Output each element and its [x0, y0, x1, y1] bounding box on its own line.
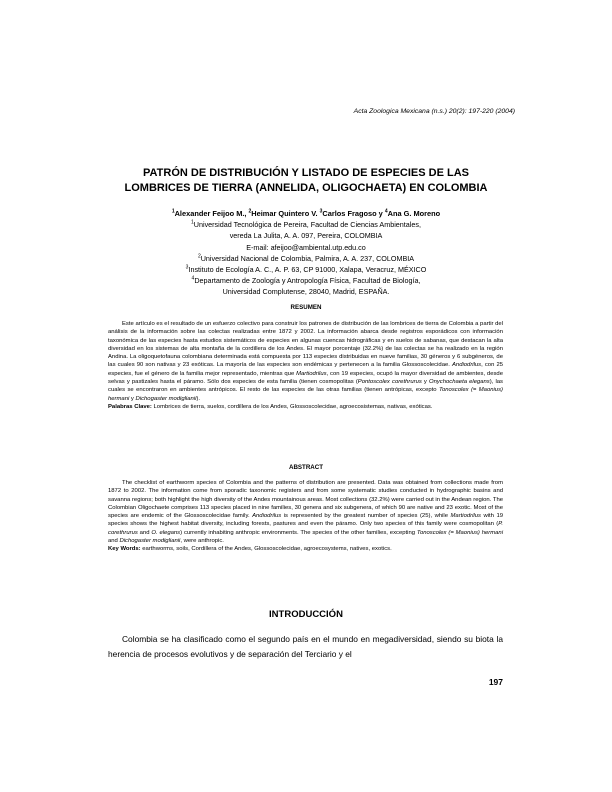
abstract-keywords-label: Key Words:: [108, 546, 141, 553]
abstract-keywords-text: earthworms, soils, Cordillera of the Andes, Glossoscolecidae, agroecosystems, natives, exotics.: [140, 546, 392, 553]
resumen-text-g: ).: [196, 395, 201, 402]
affiliation-2-text: Universidad Nacional de Colombia, Palmira, A. A. 237, COLOMBIA: [200, 253, 415, 263]
resumen-taxon-2: Martiodrilus: [296, 370, 327, 377]
author-3: Carlos Fragoso y: [322, 209, 385, 218]
abstract-taxon-6: Dichogaster modiglianii: [119, 538, 181, 545]
author-list: [100, 208, 512, 219]
resumen-keywords: [108, 403, 503, 411]
resumen-keywords-label: Palabras Clave:: [108, 403, 152, 410]
author-1: Alexander Feijoo M.,: [174, 209, 249, 218]
affiliation-1-sup: 1: [191, 219, 194, 226]
affiliation-1-line-2: vereda La Julita, A. A. 097, Pereira, COLOMBIA: [229, 231, 383, 241]
resumen-text-e: ), las cuales se encontraron en ambientes antrópicos. El resto de las especies de las otras familias (tienen antrópicas, excepto: [108, 379, 504, 394]
abstract-text-d: and: [137, 529, 152, 536]
abstract-keywords: [108, 545, 503, 553]
abstract-taxon-4: O. elegans: [151, 529, 181, 536]
introduction-paragraph: Colombia se ha clasificado como el segundo país en el mundo en megadiversidad, siendo su biota la herencia de procesos evolutivos y de separación del Terciario y el: [108, 634, 503, 659]
title-line-1: PATRÓN DE DISTRIBUCIÓN Y LISTADO DE ESPECIES DE LAS: [143, 167, 469, 179]
abstract-taxon-5: Tonoscolex (= Maonius) hermani: [416, 529, 504, 536]
abstract-text-e: ) currently inhabiting anthropic environments. The species of the other families, excepting: [180, 529, 417, 536]
affiliation-2-sup: 2: [197, 253, 201, 260]
affiliation-3-sup: 3: [185, 264, 189, 271]
author-4: Ana G. Moreno: [387, 209, 441, 218]
page-number: 197: [488, 677, 503, 687]
resumen-text-a: Este artículo es el resultado de un esfuerzo colectivo para construir los patrones de distribución de las lombrices de tierra de Colombia a partir del análisis de la información sobre las colectas realizadas entre 1872 y 2002. La información abarca desde registros esporádicos con información taxonómica de las especies hasta estudios sistemáticos de especies en algunas cuencas hidrográficas y en suelos de sabanas, que destacan la alta diversidad en los sistemas de alta montaña de la cordillera de los Andes. El mayor porcentaje (32.2%) de las colectas se ha realizado en la región Andina. La oligoquetofauna colombiana determinada está compuesta por 113 especies distribuidas en nueve familias, 30 géneros y 6 subgéneros, de las cuales 90 son nativas y 23 exóticas. La mayoría de las especies son endémicas y pertenecen a la familia Glossoscolecidae.: [108, 321, 503, 369]
abstract-taxon-1: Andiodrilus: [252, 513, 282, 520]
resumen-text-d: y: [421, 379, 429, 386]
resumen-heading: RESUMEN: [290, 304, 322, 311]
introduction-heading: INTRODUCCIÓN: [269, 609, 343, 620]
affiliation-4-line-2: Universidad Complutense, 28040, Madrid, ESPAÑA.: [222, 287, 390, 297]
resumen-keywords-text: Lombrices de tierra, suelos, cordillera de los Andes, Glossoscolecidae, agroecosistemas, nativas, exóticas.: [151, 403, 433, 410]
author-3-sup: 3: [319, 208, 323, 215]
author-2: Heimar Quintero V.: [251, 209, 320, 218]
author-4-sup: 4: [384, 208, 388, 215]
resumen-taxon-1: Andiodrilus: [451, 362, 482, 369]
resumen-taxon-5: Tonoscolex (= Maonius) hermani: [108, 387, 503, 402]
title-line-2: LOMBRICES DE TIERRA (ANNELIDA, OLIGOCHAETA) EN COLOMBIA: [124, 182, 488, 194]
abstract-text-a: The checklist of earthworm species of Colombia and the patterns of distribution are presented. Data was obtained from collections made from 1872 to 2002. The information come from sporadic taxonomic registers and from some systematic studies conducted in hydrographic basins and savanna regions; both highlight the high diversity of the Andes mountainous areas. Most collections (32.2%) were carried out in the Andean region. The Colombian Oligochaete comprises 113 species placed in nine families, 30 genera and six subgenera, of which 90 are native and 23 exotic. Most of the species are endemic of the Glossoscolecidae family.: [108, 480, 503, 520]
abstract-body: [108, 479, 503, 554]
introduction-body: [108, 632, 503, 662]
journal-citation: Acta Zoologica Mexicana (n.s.) 20(2): 197-220 (2004): [353, 108, 515, 115]
author-1-sup: 1: [171, 208, 175, 215]
resumen-taxon-3: Pontoscolex corethrurus: [357, 379, 422, 386]
resumen-text-f: y: [129, 395, 136, 402]
affiliation-2: [100, 253, 512, 264]
affiliation-4-sup: 4: [191, 275, 195, 282]
resumen-taxon-6: Dichogaster modiglianii: [135, 395, 197, 402]
resumen-taxon-4: Onychochaeta elegans: [429, 379, 490, 386]
abstract-paragraph: [108, 479, 503, 545]
affiliation-3: [100, 264, 512, 275]
resumen-text-c: , con 19 especies, ocupó la mayor diversidad de ambientes, desde selvas y pastizales hasta el páramo. Sólo dos especies de esta familia (tienen cosmopolitas (: [108, 370, 503, 386]
paper-title: [100, 166, 512, 196]
abstract-heading: ABSTRACT: [288, 464, 324, 471]
affiliation-1-line-1: Universidad Tecnológica de Pereira, Facultad de Ciencias Ambientales,: [193, 220, 421, 230]
abstract-text-f: and: [108, 538, 120, 545]
resumen-paragraph: [108, 320, 503, 403]
abstract-text-g: , were anthropic.: [180, 538, 224, 545]
author-block: [100, 208, 512, 298]
abstract-taxon-2: Martiodrilus: [450, 513, 481, 520]
affiliation-4: [100, 275, 512, 286]
resumen-text-b: , con 25 especies, fue el género de la familia mejor representado, mientras que: [108, 362, 503, 377]
affiliation-4-line-1: Departamento de Zoología y Antropología Física, Facultad de Biología,: [194, 276, 421, 286]
affiliation-1-email: E-mail: afeijoo@ambiental.utp.edu.co: [246, 242, 366, 252]
abstract-taxon-3: P. corethrurus: [108, 521, 503, 536]
resumen-body: [108, 320, 503, 411]
abstract-text-c: with 19 species shows the highest habitat diversity, including forests, pastures and even the páramo. Only two species of this family were cosmopolitan (: [108, 513, 503, 528]
affiliation-3-text: Instituto de Ecología A. C., A. P. 63, CP 91000, Xalapa, Veracruz, MÉXICO: [188, 265, 427, 275]
abstract-text-b: is represented by the greatest number of species (25), while: [281, 513, 451, 520]
affiliation-1: [100, 219, 512, 230]
author-2-sup: 2: [248, 208, 252, 215]
